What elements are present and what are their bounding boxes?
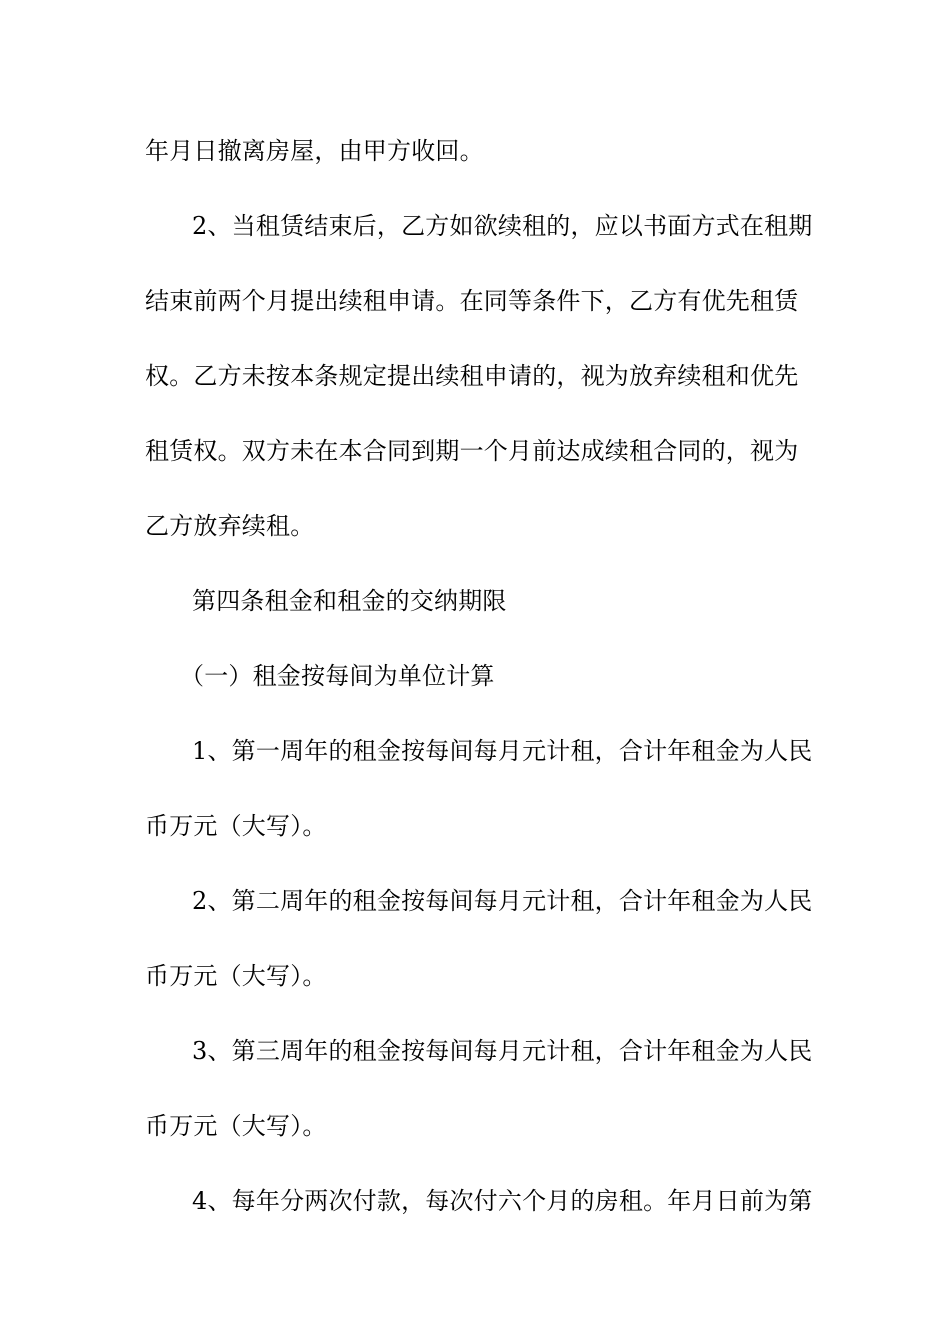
text-line: 结束前两个月提出续租申请。在同等条件下，乙方有优先租赁 (145, 287, 799, 315)
subsection-heading: （一）租金按每间为单位计算 (180, 662, 495, 690)
text-line: 币万元（大写）。 (145, 962, 327, 990)
text-line: 年月日撤离房屋，由甲方收回。 (145, 137, 484, 165)
text-line: 2、当租赁结束后，乙方如欲续租的，应以书面方式在租期 (192, 212, 813, 240)
text-line: 3、第三周年的租金按每间每月元计租，合计年租金为人民 (192, 1037, 813, 1065)
section-heading: 第四条租金和租金的交纳期限 (192, 587, 507, 615)
text-line: 权。乙方未按本条规定提出续租申请的，视为放弃续租和优先 (145, 362, 799, 390)
text-line: 1、第一周年的租金按每间每月元计租，合计年租金为人民 (192, 737, 813, 765)
text-line: 2、第二周年的租金按每间每月元计租，合计年租金为人民 (192, 887, 813, 915)
text-line: 乙方放弃续租。 (145, 512, 315, 540)
text-line: 租赁权。双方未在本合同到期一个月前达成续租合同的，视为 (145, 437, 799, 465)
text-line: 币万元（大写）。 (145, 1112, 327, 1140)
text-line: 4、每年分两次付款，每次付六个月的房租。年月日前为第 (192, 1187, 813, 1215)
text-line: 币万元（大写）。 (145, 812, 327, 840)
